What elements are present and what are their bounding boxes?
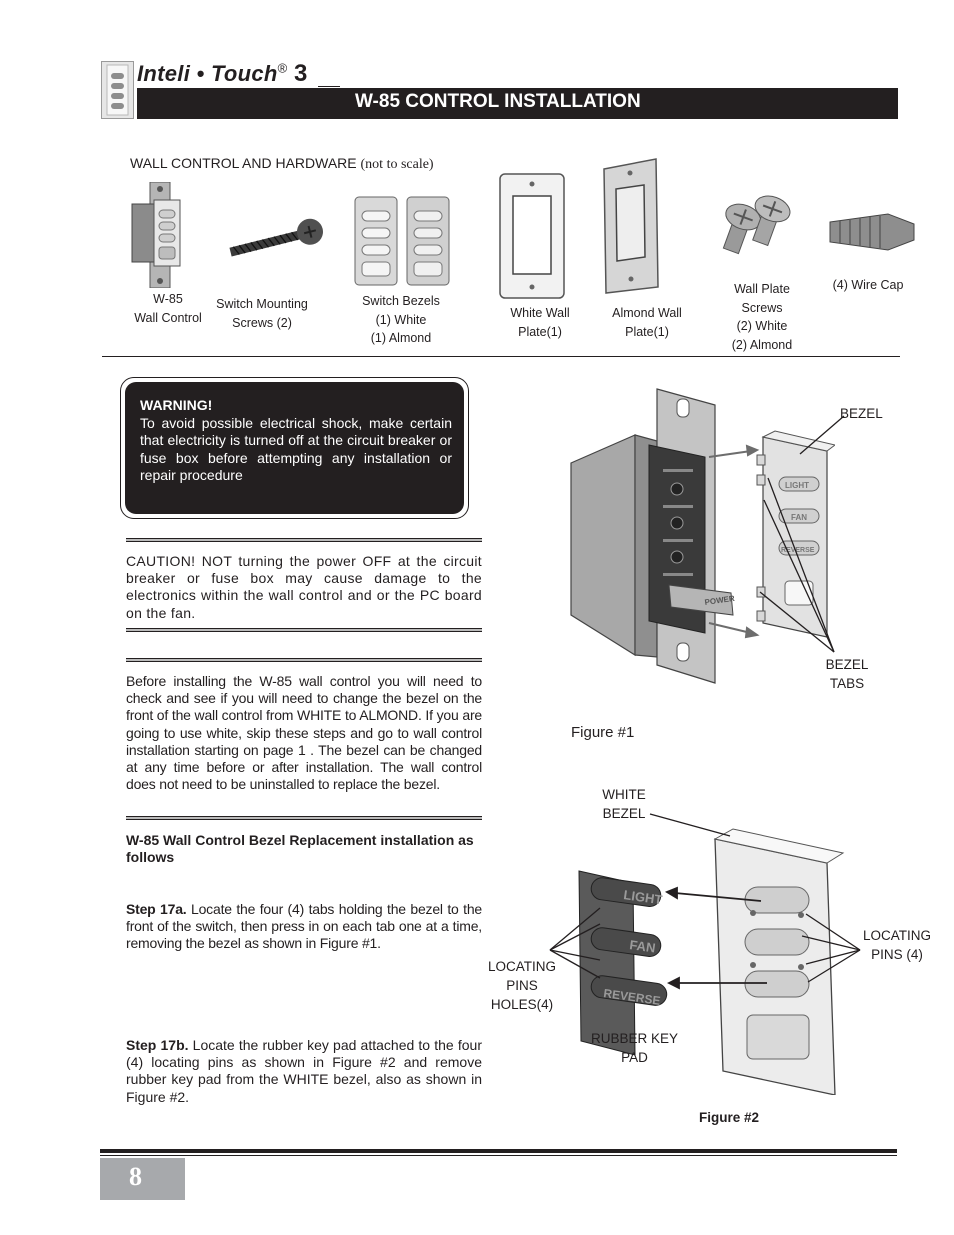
warning-box-inner — [125, 382, 464, 514]
figure-1-light-label: LIGHT — [785, 481, 809, 490]
hardware-divider — [102, 356, 900, 357]
brand-number: 3 — [293, 60, 308, 87]
footer-rule-thin — [100, 1155, 897, 1156]
warning-body: To avoid possible electrical shock, make certain that electricity is turned off at the circuit breaker or fuse box before attempting any installation or repair procedure — [140, 414, 452, 483]
label-line: RUBBER KEY — [590, 1031, 679, 1046]
label-line: PINS (4) — [871, 947, 923, 962]
figure-1-fan-label: FAN — [791, 513, 807, 522]
figure-1-reverse-label: REVERSE — [781, 547, 815, 554]
wall-plate-screws-image — [711, 189, 801, 266]
hardware-label-wire-cap — [815, 276, 921, 295]
page-number: 8 — [129, 1162, 142, 1191]
label-line: LOCATING — [862, 928, 931, 943]
hardware-heading-note: (not to scale) — [360, 157, 434, 172]
hardware-heading-text: WALL CONTROL AND HARDWARE — [130, 155, 357, 171]
hardware-label-screws — [210, 295, 314, 332]
step-17b-label: Step 17b. — [126, 1037, 189, 1053]
hardware-label-almond-plate — [594, 304, 700, 341]
white-wall-plate-image — [498, 172, 566, 305]
label-line: Screws (2) — [232, 315, 292, 330]
label-line: BEZEL — [825, 657, 869, 672]
caution-top-rule — [126, 538, 482, 542]
caution-text: CAUTION! NOT turning the power OFF at the circuit breaker or fuse box may cause damage to the electronics within the wall control and or the PC board on the fan. — [126, 553, 482, 621]
label-line: (2) Almond — [731, 337, 793, 352]
label-line: W-85 — [153, 292, 183, 306]
intro-top-rule — [126, 658, 482, 662]
brand-underline — [318, 86, 340, 87]
figure-2-fan-key: FAN — [628, 937, 657, 956]
figure-1-bezel-label: BEZEL — [840, 406, 883, 421]
section-title-bar — [137, 88, 898, 119]
label-line: Plate(1) — [625, 324, 669, 339]
brand-logo-icon — [101, 61, 134, 119]
label-line: Almond Wall — [612, 306, 682, 320]
label-line: PINS — [506, 978, 538, 993]
label-line: (4) Wire Cap — [832, 278, 904, 292]
mounting-screw-image — [225, 218, 330, 267]
caution-bottom-rule — [126, 628, 482, 632]
figure-2-light-key: LIGHT — [622, 887, 664, 908]
label-line: (1) Almond — [370, 331, 432, 345]
w85-wall-control-image — [130, 182, 190, 293]
label-line: Switch Mounting — [216, 297, 308, 311]
label-line: PAD — [621, 1050, 648, 1065]
hardware-label-white-plate — [490, 304, 590, 341]
label-line: (2) White — [736, 319, 788, 333]
step-17a-label: Step 17a. — [126, 901, 187, 917]
brand-name: Inteli • Touch — [137, 61, 278, 86]
warning-title: WARNING! — [140, 397, 213, 413]
section-title: W-85 CONTROL INSTALLATION — [355, 91, 641, 112]
footer-rule-thick — [100, 1149, 897, 1153]
label-line: Wall Plate — [734, 282, 790, 296]
almond-wall-plate-image — [600, 157, 662, 300]
warning-box — [120, 377, 469, 519]
label-line: Switch Bezels — [362, 294, 440, 308]
label-line: WHITE — [602, 787, 646, 802]
label-line: Wall Control — [134, 310, 202, 325]
step-17b-text: Locate the rubber key pad attached to the four (4) locating pins as shown in Figure #2 and remove rubber key pad from the WHITE bezel, also as shown in Figure #2. — [126, 1037, 482, 1105]
brand-title — [137, 60, 308, 88]
label-line: White Wall — [510, 306, 570, 320]
hardware-label-plate-screws — [712, 280, 812, 354]
intro-text: Before installing the W-85 wall control you will need to check and see if you will need to change the bezel on the front of the wall control from WHITE to ALMOND. If you are going to use white, skip these steps and go to wall control installation starting on page 1 . The bezel can be changed at any time before or after installation. The wall control does not need to be uninstalled to replace the bezel. — [126, 673, 482, 793]
figure-2-callouts — [540, 800, 880, 1020]
figure-2-reverse-key: REVERSE — [602, 986, 662, 1008]
label-line: TABS — [829, 676, 865, 691]
switch-bezels-image — [353, 195, 451, 292]
label-line: Plate(1) — [518, 324, 562, 339]
figure-2-caption: Figure #2 — [699, 1110, 760, 1125]
warning-text — [140, 397, 452, 485]
page-number-box — [100, 1158, 185, 1200]
hardware-label-w85 — [118, 290, 218, 327]
figure-1-callouts — [560, 380, 860, 680]
steps-heading: W-85 Wall Control Bezel Replacement installation as follows — [126, 832, 474, 866]
figure-1-power-label: POWER — [704, 593, 736, 607]
hardware-label-bezels — [345, 292, 457, 348]
wire-cap-image — [826, 208, 918, 263]
label-line: Screws — [741, 300, 783, 315]
step-17a — [126, 901, 482, 953]
intro-bottom-rule — [126, 816, 482, 820]
label-line: BEZEL — [602, 806, 646, 821]
label-line: LOCATING — [487, 959, 556, 974]
hardware-heading — [130, 155, 434, 173]
figure-1-caption: Figure #1 — [571, 724, 635, 741]
label-line: (1) White — [375, 312, 427, 327]
step-17b — [126, 1037, 482, 1106]
step-17a-text: Locate the four (4) tabs holding the bezel to the front of the switch, then press in on each tab one at a time, removing the bezel as shown in Figure #1. — [126, 901, 482, 952]
label-line: HOLES(4) — [490, 997, 554, 1012]
registered-mark: ® — [277, 60, 288, 76]
figure-2-keypad-label — [582, 1029, 687, 1067]
